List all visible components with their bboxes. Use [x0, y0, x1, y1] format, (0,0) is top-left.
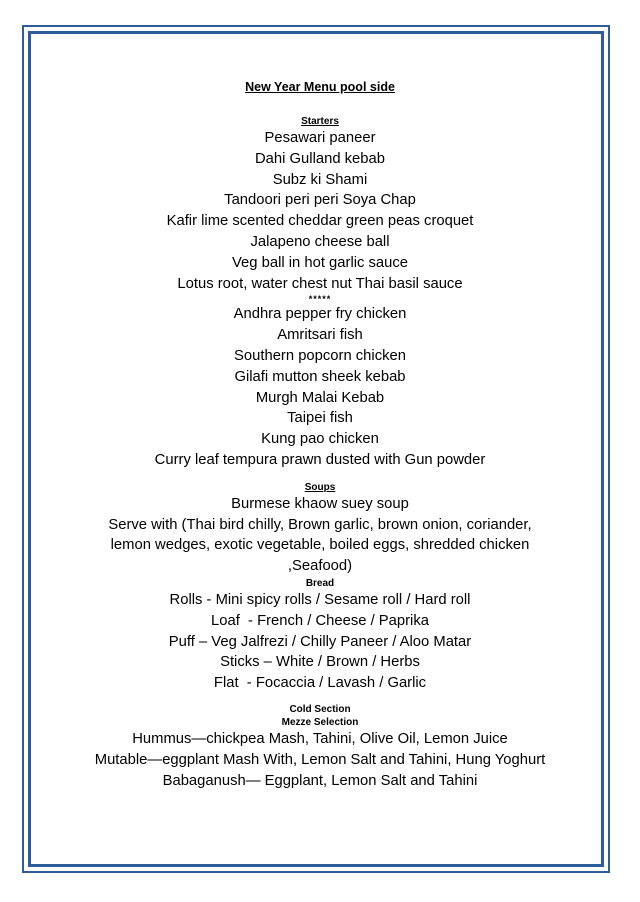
menu-item: Dahi Gulland kebab	[255, 150, 385, 167]
soups-heading: Soups	[304, 481, 336, 493]
menu-item: ,Seafood)	[287, 558, 353, 575]
menu-item: Burmese khaow suey soup	[231, 495, 409, 512]
menu-item: Andhra pepper fry chicken	[233, 306, 407, 323]
menu-item: Jalapeno cheese ball	[250, 233, 390, 250]
menu-item: Hummus—chickpea Mash, Tahini, Olive Oil, Lemon Juice	[132, 730, 508, 747]
menu-item: Mutable—eggplant Mash With, Lemon Salt and Tahini, Hung Yoghurt	[94, 751, 546, 768]
menu-item: Tandoori peri peri Soya Chap	[224, 192, 416, 209]
menu-item: Sticks – White / Brown / Herbs	[220, 654, 420, 671]
menu-item: Babaganush— Eggplant, Lemon Salt and Tahini	[162, 772, 478, 789]
spacer	[30, 471, 610, 481]
menu-item: Puff – Veg Jalfrezi / Chilly Paneer / Aloo Matar	[168, 633, 472, 650]
menu-item: Gilafi mutton sheek kebab	[234, 368, 406, 385]
menu-item: Southern popcorn chicken	[234, 347, 406, 364]
menu-item: Pesawari paneer	[264, 130, 376, 146]
menu-item: Amritsari fish	[277, 327, 363, 344]
menu-item: Lotus root, water chest nut Thai basil sauce	[177, 275, 463, 292]
menu-item: Kafir lime scented cheddar green peas croquet	[166, 213, 474, 230]
menu-item: Serve with (Thai bird chilly, Brown garlic, brown onion, coriander,	[108, 516, 532, 533]
menu-item: lemon wedges, exotic vegetable, boiled eggs, shredded chicken	[110, 537, 530, 554]
menu-item: Rolls - Mini spicy rolls / Sesame roll / Hard roll	[169, 591, 471, 608]
mezze-selection-heading: Mezze Selection	[281, 716, 359, 728]
starters-heading: Starters	[301, 116, 339, 127]
menu-item: Kung pao chicken	[261, 431, 379, 448]
menu-content	[30, 76, 610, 791]
menu-item: Flat - Focaccia / Lavash / Garlic	[213, 675, 427, 692]
cold-section-heading: Cold Section	[289, 703, 351, 715]
menu-item: Murgh Malai Kebab	[255, 389, 385, 406]
starters-separator: *****	[308, 294, 332, 305]
bread-heading: Bread	[305, 577, 335, 589]
menu-item: Veg ball in hot garlic sauce	[231, 254, 409, 271]
menu-item: Loaf - French / Cheese / Paprika	[211, 612, 429, 629]
menu-item: Subz ki Shami	[272, 171, 368, 188]
spacer	[30, 694, 610, 703]
menu-title: New Year Menu pool side	[245, 80, 395, 94]
menu-item: Taipei fish	[287, 410, 353, 427]
menu-item: Curry leaf tempura prawn dusted with Gun powder	[154, 451, 486, 468]
